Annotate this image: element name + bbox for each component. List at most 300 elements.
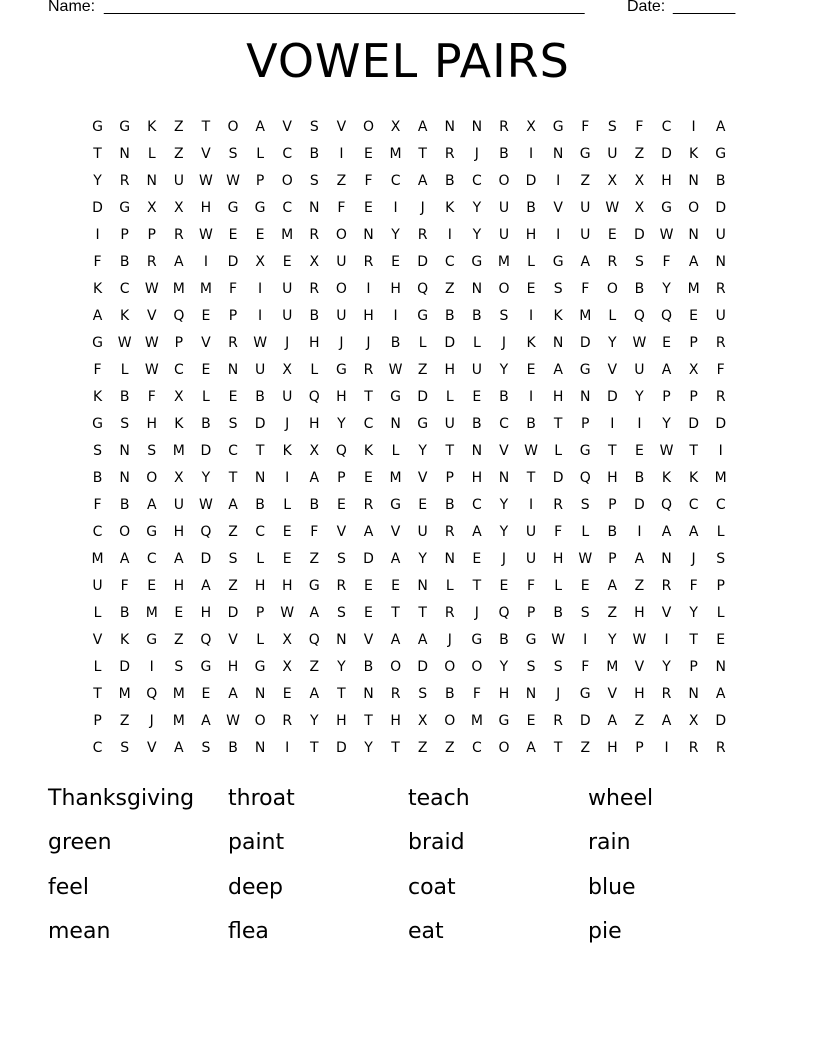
grid-letter: X (417, 712, 428, 729)
word-bank-item: eat (408, 919, 444, 945)
grid-letter: N (715, 253, 726, 270)
grid-letter: G (579, 442, 591, 459)
grid-letter: E (364, 577, 373, 594)
grid-letter: P (445, 469, 454, 486)
grid-letter: D (417, 388, 429, 405)
grid-letter: V (146, 739, 157, 756)
grid-letter: C (499, 415, 509, 432)
grid-letter: O (606, 280, 618, 297)
grid-letter: V (417, 469, 428, 486)
grid-letter: X (526, 118, 536, 135)
grid-letter: T (228, 469, 238, 486)
grid-letter: H (173, 523, 185, 540)
grid-letter: C (282, 145, 293, 162)
grid-letter: I (258, 280, 263, 297)
grid-letter: E (201, 361, 211, 378)
grid-letter: G (119, 118, 131, 135)
grid-letter: S (309, 118, 319, 135)
grid-letter: F (635, 118, 644, 135)
grid-letter: B (119, 496, 130, 513)
grid-letter: A (661, 361, 672, 378)
grid-letter: S (228, 550, 238, 567)
grid-letter: U (634, 361, 645, 378)
grid-letter: E (607, 226, 617, 243)
grid-letter: R (444, 604, 455, 621)
grid-letter: G (146, 523, 158, 540)
grid-letter: C (92, 523, 103, 540)
grid-letter: T (364, 388, 373, 405)
grid-letter: M (172, 712, 185, 729)
grid-letter: D (417, 658, 429, 675)
grid-letter: W (605, 199, 620, 216)
grid-letter: F (310, 523, 319, 540)
grid-letter: L (283, 496, 292, 513)
grid-letter: N (715, 658, 726, 675)
grid-letter: U (471, 361, 482, 378)
grid-letter: Y (472, 226, 482, 243)
grid-letter: L (472, 334, 481, 351)
grid-letter: Q (579, 469, 591, 486)
grid-letter: C (471, 172, 482, 189)
grid-letter: I (718, 442, 723, 459)
grid-letter: S (228, 145, 238, 162)
word-bank-row (48, 776, 768, 821)
grid-letter: H (552, 550, 564, 567)
grid-letter: C (471, 496, 482, 513)
grid-letter: E (499, 577, 509, 594)
grid-letter: B (309, 496, 320, 513)
grid-letter: N (119, 469, 130, 486)
grid-letter: R (309, 226, 320, 243)
grid-row (84, 491, 734, 518)
grid-letter: R (715, 388, 726, 405)
grid-letter: S (580, 604, 590, 621)
grid-letter: I (149, 658, 154, 675)
grid-letter: R (363, 253, 374, 270)
grid-letter: I (393, 199, 398, 216)
grid-letter: Y (418, 550, 427, 567)
grid-letter: A (309, 604, 320, 621)
grid-letter: J (501, 550, 507, 567)
grid-letter: R (228, 334, 238, 351)
grid-letter: R (715, 280, 726, 297)
grid-letter: T (418, 604, 427, 621)
grid-letter: I (285, 739, 290, 756)
word-bank-item: green (48, 830, 112, 856)
grid-letter: V (201, 145, 211, 162)
grid-letter: P (147, 226, 156, 243)
grid-letter: Y (499, 523, 509, 540)
grid-letter: T (364, 712, 373, 729)
grid-letter: Y (201, 469, 211, 486)
grid-letter: Z (444, 280, 455, 297)
grid-letter: P (689, 388, 698, 405)
grid-letter: I (393, 307, 398, 324)
grid-letter: A (228, 685, 238, 702)
grid-letter: Y (689, 604, 698, 621)
grid-letter: U (580, 226, 591, 243)
grid-letter: C (471, 739, 482, 756)
grid-letter: R (146, 253, 157, 270)
grid-letter: T (553, 415, 563, 432)
grid-letter: N (444, 550, 455, 567)
grid-letter: O (362, 118, 374, 135)
name-label: Name: (48, 0, 96, 15)
grid-letter: M (172, 442, 185, 459)
grid-letter: Y (662, 658, 671, 675)
grid-row (84, 194, 734, 221)
grid-letter: W (388, 361, 403, 378)
grid-letter: I (258, 307, 263, 324)
grid-letter: G (552, 118, 564, 135)
grid-row (84, 221, 734, 248)
grid-letter: H (444, 361, 456, 378)
grid-letter: M (118, 685, 131, 702)
grid-letter: B (119, 604, 130, 621)
grid-letter: Z (228, 577, 238, 594)
grid-letter: D (579, 712, 591, 729)
grid-letter: F (337, 199, 346, 216)
grid-letter: B (390, 334, 401, 351)
grid-letter: A (417, 172, 428, 189)
grid-letter: V (201, 334, 211, 351)
grid-letter: H (281, 577, 293, 594)
grid-letter: D (254, 415, 266, 432)
grid-letter: S (174, 658, 184, 675)
grid-letter: S (580, 496, 590, 513)
grid-letter: O (335, 226, 347, 243)
grid-letter: S (716, 550, 726, 567)
grid-letter: Q (633, 307, 645, 324)
grid-letter: N (227, 361, 239, 378)
grid-letter: W (578, 550, 593, 567)
grid-letter: C (119, 280, 130, 297)
grid-letter: F (147, 388, 156, 405)
grid-letter: X (634, 172, 645, 189)
word-bank-item: flea (228, 919, 269, 945)
grid-letter: L (716, 604, 725, 621)
grid-letter: P (255, 172, 265, 189)
grid-letter: I (583, 631, 588, 648)
grid-letter: D (227, 253, 239, 270)
grid-letter: P (608, 550, 617, 567)
grid-letter: S (120, 739, 130, 756)
grid-letter: D (606, 388, 618, 405)
grid-letter: Y (499, 361, 509, 378)
grid-letter: E (526, 361, 536, 378)
grid-letter: Z (607, 604, 618, 621)
grid-letter: W (659, 442, 674, 459)
grid-letter: W (199, 172, 213, 189)
grid-letter: P (581, 415, 590, 432)
grid-letter: L (716, 523, 725, 540)
grid-letter: Z (634, 712, 645, 729)
grid-letter: C (688, 496, 699, 513)
grid-letter: F (228, 280, 238, 297)
grid-letter: A (607, 577, 618, 594)
grid-letter: C (228, 442, 238, 459)
grid-letter: A (228, 496, 238, 513)
grid-letter: I (528, 145, 534, 162)
grid-letter: O (146, 469, 158, 486)
grid-letter: V (607, 685, 618, 702)
grid-letter: H (498, 685, 510, 702)
grid-letter: A (634, 550, 645, 567)
grid-letter: S (634, 253, 644, 270)
grid-letter: B (119, 253, 130, 270)
grid-letter: V (363, 631, 374, 648)
grid-letter: B (444, 685, 455, 702)
grid-letter: E (364, 604, 373, 621)
grid-letter: N (390, 415, 401, 432)
grid-letter: L (256, 631, 265, 648)
grid-letter: Q (308, 631, 320, 648)
grid-letter: A (309, 685, 320, 702)
grid-letter: B (499, 631, 509, 648)
grid-letter: R (417, 226, 428, 243)
grid-letter: Z (580, 172, 591, 189)
grid-letter: E (418, 496, 428, 513)
grid-letter: R (173, 226, 184, 243)
grid-letter: E (201, 307, 211, 324)
grid-letter: A (255, 118, 265, 135)
grid-letter: M (714, 469, 727, 486)
date-field-line: _______ (673, 0, 736, 15)
grid-letter: S (120, 415, 130, 432)
grid-letter: W (144, 334, 159, 351)
grid-letter: D (525, 172, 537, 189)
grid-letter: W (226, 712, 240, 729)
grid-letter: Q (498, 604, 510, 621)
grid-letter: J (285, 415, 290, 432)
grid-letter: P (689, 334, 698, 351)
grid-letter: R (363, 496, 374, 513)
grid-letter: S (336, 550, 346, 567)
grid-letter: E (174, 604, 184, 621)
grid-letter: N (254, 685, 266, 702)
grid-letter: E (282, 550, 292, 567)
grid-letter: Y (472, 199, 482, 216)
grid-letter: S (93, 442, 102, 459)
grid-letter: A (607, 712, 618, 729)
grid-letter: G (471, 631, 483, 648)
grid-letter: G (92, 118, 103, 135)
grid-letter: K (282, 442, 292, 459)
grid-letter: N (119, 145, 130, 162)
grid-letter: C (255, 523, 265, 540)
grid-letter: J (501, 334, 507, 351)
grid-letter: Z (309, 550, 320, 567)
grid-letter: U (498, 226, 510, 243)
word-bank-item: wheel (588, 785, 654, 811)
grid-letter: D (363, 550, 374, 567)
grid-letter: G (390, 496, 401, 513)
grid-letter: H (661, 172, 672, 189)
grid-letter: N (471, 442, 483, 459)
grid-letter: O (498, 280, 510, 297)
grid-letter: B (715, 172, 726, 189)
grid-letter: S (336, 604, 346, 621)
grid-letter: Y (364, 739, 373, 756)
grid-letter: Y (337, 658, 346, 675)
grid-letter: V (553, 199, 563, 216)
grid-letter: U (254, 361, 266, 378)
grid-letter: X (255, 253, 265, 270)
grid-letter: R (390, 685, 401, 702)
grid-letter: Q (308, 388, 320, 405)
grid-letter: S (309, 172, 319, 189)
grid-letter: U (417, 523, 428, 540)
grid-letter: L (256, 145, 265, 162)
grid-letter: Z (174, 118, 184, 135)
grid-letter: Y (310, 712, 319, 729)
grid-letter: G (254, 199, 266, 216)
grid-letter: N (336, 631, 347, 648)
grid-letter: T (93, 685, 102, 702)
grid-letter: D (336, 739, 347, 756)
grid-letter: G (579, 145, 591, 162)
grid-letter: R (553, 712, 563, 729)
grid-letter: X (282, 361, 292, 378)
grid-letter: P (93, 712, 102, 729)
grid-letter: G (579, 685, 591, 702)
grid-row (84, 572, 734, 599)
grid-letter: A (174, 550, 184, 567)
grid-letter: N (309, 199, 320, 216)
grid-letter: A (174, 739, 184, 756)
grid-letter: E (526, 712, 536, 729)
grid-letter: W (226, 172, 240, 189)
grid-letter: V (146, 307, 157, 324)
grid-letter: D (715, 712, 727, 729)
grid-letter: S (147, 442, 157, 459)
grid-letter: L (256, 550, 265, 567)
grid-letter: I (366, 280, 371, 297)
grid-row (84, 410, 734, 437)
grid-letter: E (472, 388, 482, 405)
grid-letter: M (389, 469, 402, 486)
grid-letter: P (716, 577, 725, 594)
grid-letter: I (528, 388, 534, 405)
grid-letter: X (174, 388, 184, 405)
grid-letter: E (147, 577, 157, 594)
grid-letter: M (172, 280, 185, 297)
grid-letter: C (363, 415, 374, 432)
grid-letter: L (418, 334, 427, 351)
grid-letter: E (364, 199, 373, 216)
grid-letter: P (608, 496, 617, 513)
date-label: Date: (627, 0, 666, 15)
grid-letter: V (336, 523, 347, 540)
grid-letter: G (498, 712, 510, 729)
grid-letter: D (634, 226, 645, 243)
grid-letter: A (661, 712, 672, 729)
grid-letter: K (120, 307, 130, 324)
grid-letter: H (200, 604, 212, 621)
grid-letter: X (688, 361, 699, 378)
grid-letter: G (308, 577, 320, 594)
grid-letter: X (146, 199, 157, 216)
grid-letter: P (174, 334, 184, 351)
grid-letter: G (227, 199, 239, 216)
grid-letter: Z (634, 145, 645, 162)
grid-letter: T (201, 118, 211, 135)
grid-letter: R (119, 172, 130, 189)
grid-letter: B (255, 388, 265, 405)
grid-letter: G (119, 199, 131, 216)
grid-letter: C (390, 172, 401, 189)
grid-letter: R (336, 577, 347, 594)
grid-letter: A (688, 253, 699, 270)
grid-letter: P (255, 604, 265, 621)
grid-letter: O (444, 712, 456, 729)
grid-letter: H (552, 388, 564, 405)
grid-letter: J (339, 334, 344, 351)
grid-letter: Q (417, 280, 429, 297)
grid-letter: Z (634, 577, 645, 594)
grid-letter: A (309, 469, 320, 486)
grid-letter: D (200, 550, 212, 567)
grid-letter: D (552, 469, 564, 486)
grid-letter: R (715, 739, 726, 756)
grid-letter: G (715, 145, 727, 162)
grid-letter: O (335, 280, 347, 297)
grid-letter: V (282, 118, 292, 135)
grid-letter: Y (499, 496, 509, 513)
grid-letter: E (526, 280, 536, 297)
grid-letter: M (470, 712, 483, 729)
grid-letter: N (254, 739, 266, 756)
grid-letter: E (201, 685, 211, 702)
grid-letter: N (688, 685, 699, 702)
grid-letter: E (282, 523, 292, 540)
grid-letter: R (688, 739, 699, 756)
grid-letter: D (92, 199, 103, 216)
grid-letter: Y (93, 172, 102, 189)
word-bank-row (48, 910, 768, 955)
grid-letter: N (471, 280, 483, 297)
grid-letter: M (579, 307, 592, 324)
grid-letter: A (417, 631, 428, 648)
grid-row (84, 599, 734, 626)
grid-letter: Y (499, 658, 509, 675)
grid-letter: R (553, 496, 563, 513)
grid-letter: A (715, 685, 726, 702)
grid-letter: U (173, 172, 184, 189)
grid-letter: U (336, 307, 347, 324)
page-title: VOWEL PAIRS (246, 34, 570, 88)
grid-letter: W (659, 226, 674, 243)
word-bank-row (48, 865, 768, 910)
grid-letter: U (282, 388, 293, 405)
grid-letter: H (146, 415, 157, 432)
grid-letter: V (336, 118, 347, 135)
grid-letter: U (173, 496, 184, 513)
grid-letter: S (553, 658, 563, 675)
grid-row (84, 545, 734, 572)
word-bank-item: pie (588, 919, 622, 945)
grid-letter: U (282, 280, 293, 297)
grid-letter: I (664, 739, 669, 756)
grid-row (84, 734, 734, 761)
grid-letter: H (525, 226, 537, 243)
grid-letter: R (363, 361, 374, 378)
grid-letter: E (336, 496, 346, 513)
grid-letter: U (525, 550, 537, 567)
grid-letter: N (661, 550, 672, 567)
grid-letter: H (634, 604, 645, 621)
grid-letter: R (715, 334, 726, 351)
